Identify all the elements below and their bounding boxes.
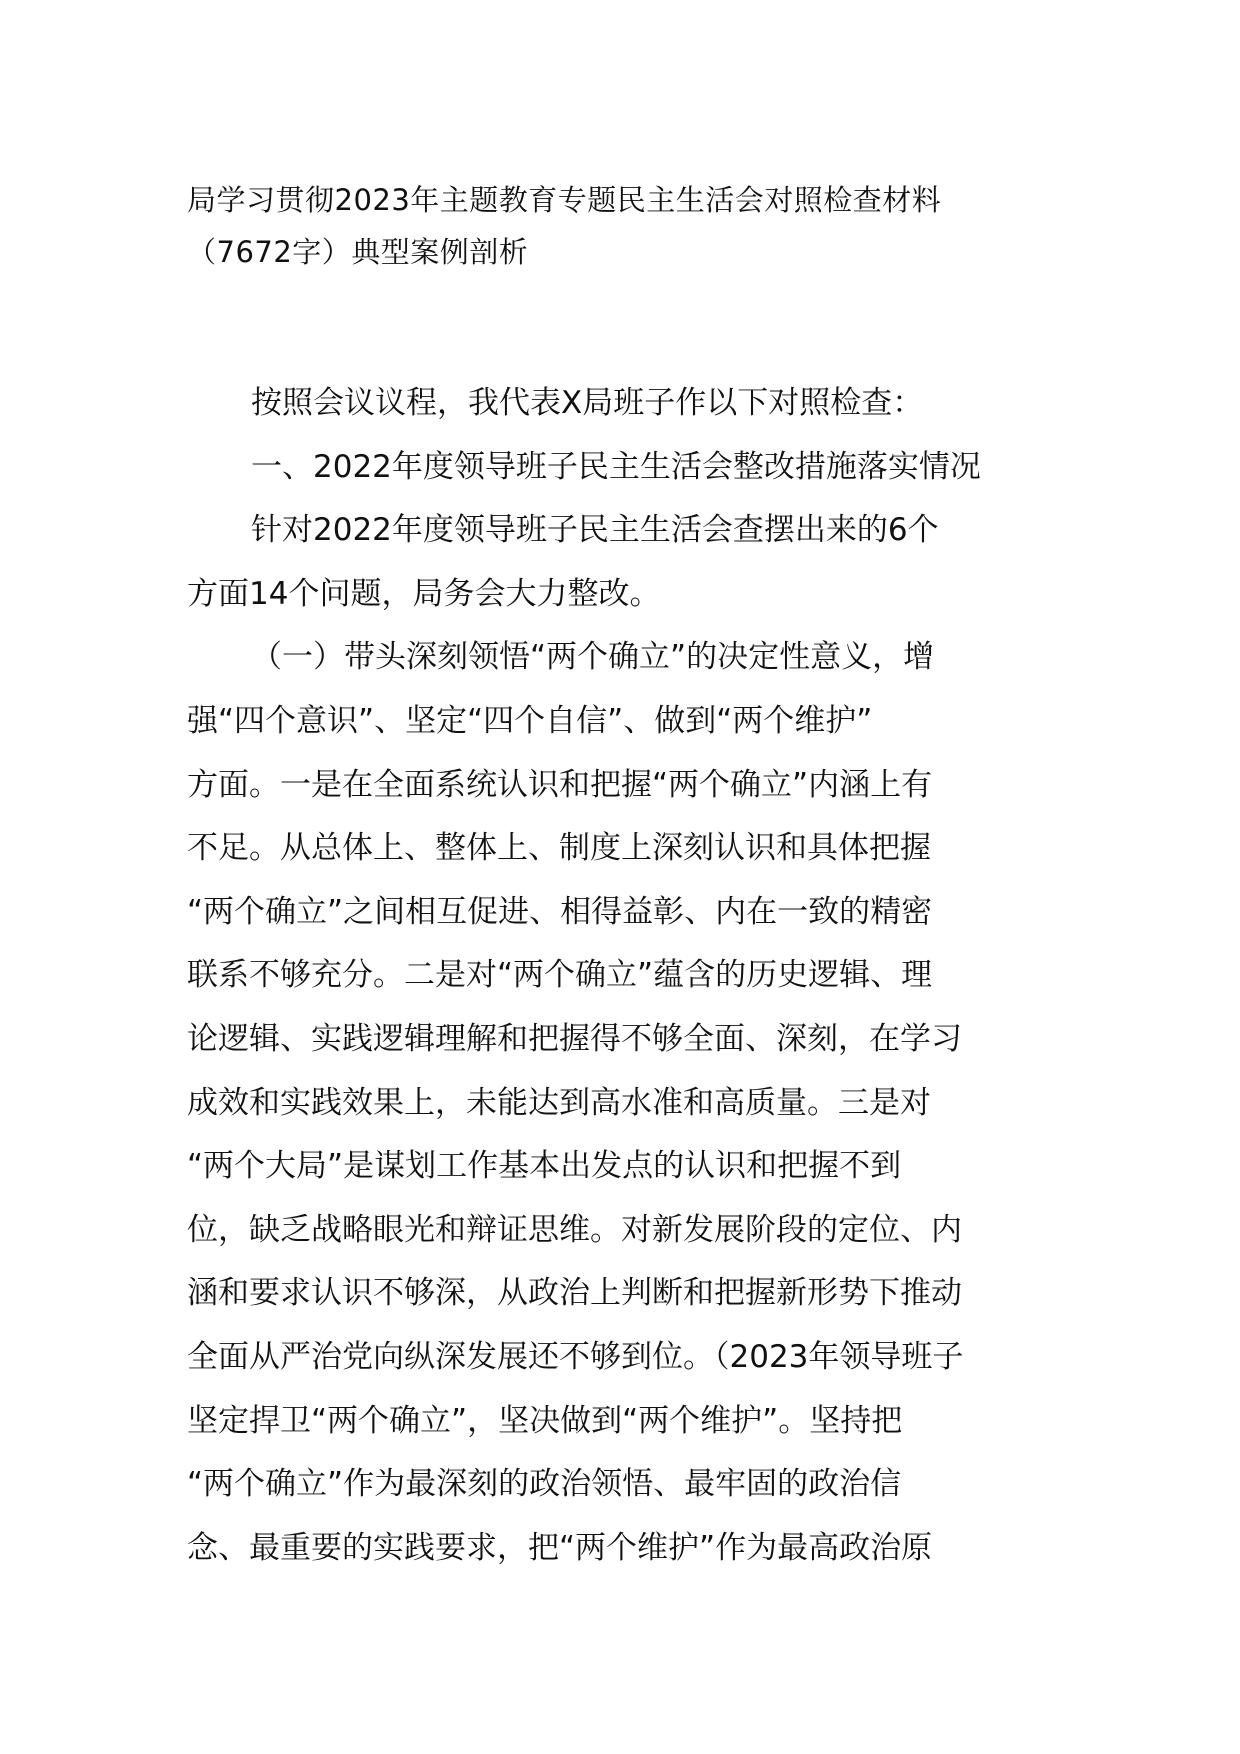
body-line: 位，缺乏战略眼光和辩证思维。对新发展阶段的定位、内 — [187, 1211, 962, 1248]
section-heading-1: 一、2022年度领导班子民主生活会整改措施落实情况 — [251, 448, 981, 485]
body-line: 全面从严治党向纵深发展还不够到位。（2023年领导班子 — [187, 1338, 964, 1375]
body-line: 强“四个意识”、坚定“四个自信”、做到“两个维护” — [187, 702, 873, 739]
document-body — [187, 372, 1057, 1580]
body-line: “两个确立”作为最深刻的政治领悟、最牢固的政治信 — [187, 1466, 902, 1503]
document-title — [187, 174, 1067, 278]
body-line: 方面14个问题，局务会大力整改。 — [187, 575, 661, 612]
body-line: （一）带头深刻领悟“两个确立”的决定性意义，增 — [251, 639, 935, 676]
title-line-1: 局学习贯彻2023年主题教育专题民主生活会对照检查材料 — [187, 183, 942, 217]
body-line: 不足。从总体上、整体上、制度上深刻认识和具体把握 — [187, 830, 931, 867]
body-line: “两个大局”是谋划工作基本出发点的认识和把握不到 — [187, 1148, 902, 1185]
body-line: 针对2022年度领导班子民主生活会查摆出来的6个 — [251, 512, 939, 549]
body-line: 论逻辑、实践逻辑理解和把握得不够全面、深刻，在学习 — [187, 1020, 962, 1057]
body-line: 念、最重要的实践要求，把“两个维护”作为最高政治原 — [187, 1529, 933, 1566]
body-line: 联系不够充分。二是对“两个确立”蕴含的历史逻辑、理 — [187, 957, 933, 994]
body-line: 成效和实践效果上，未能达到高水准和高质量。三是对 — [187, 1084, 931, 1121]
body-line: 坚定捍卫“两个确立”，坚决做到“两个维护”。坚持把 — [187, 1402, 903, 1439]
body-line: “两个确立”之间相互促进、相得益彰、内在一致的精密 — [187, 893, 933, 930]
body-line: 涵和要求认识不够深，从政治上判断和把握新形势下推动 — [187, 1275, 962, 1312]
title-line-2: （7672字）典型案例剖析 — [187, 235, 529, 269]
body-line: 方面。一是在全面系统认识和把握“两个确立”内涵上有 — [187, 766, 933, 803]
paragraph-intro: 按照会议议程，我代表X局班子作以下对照检查： — [251, 385, 924, 421]
